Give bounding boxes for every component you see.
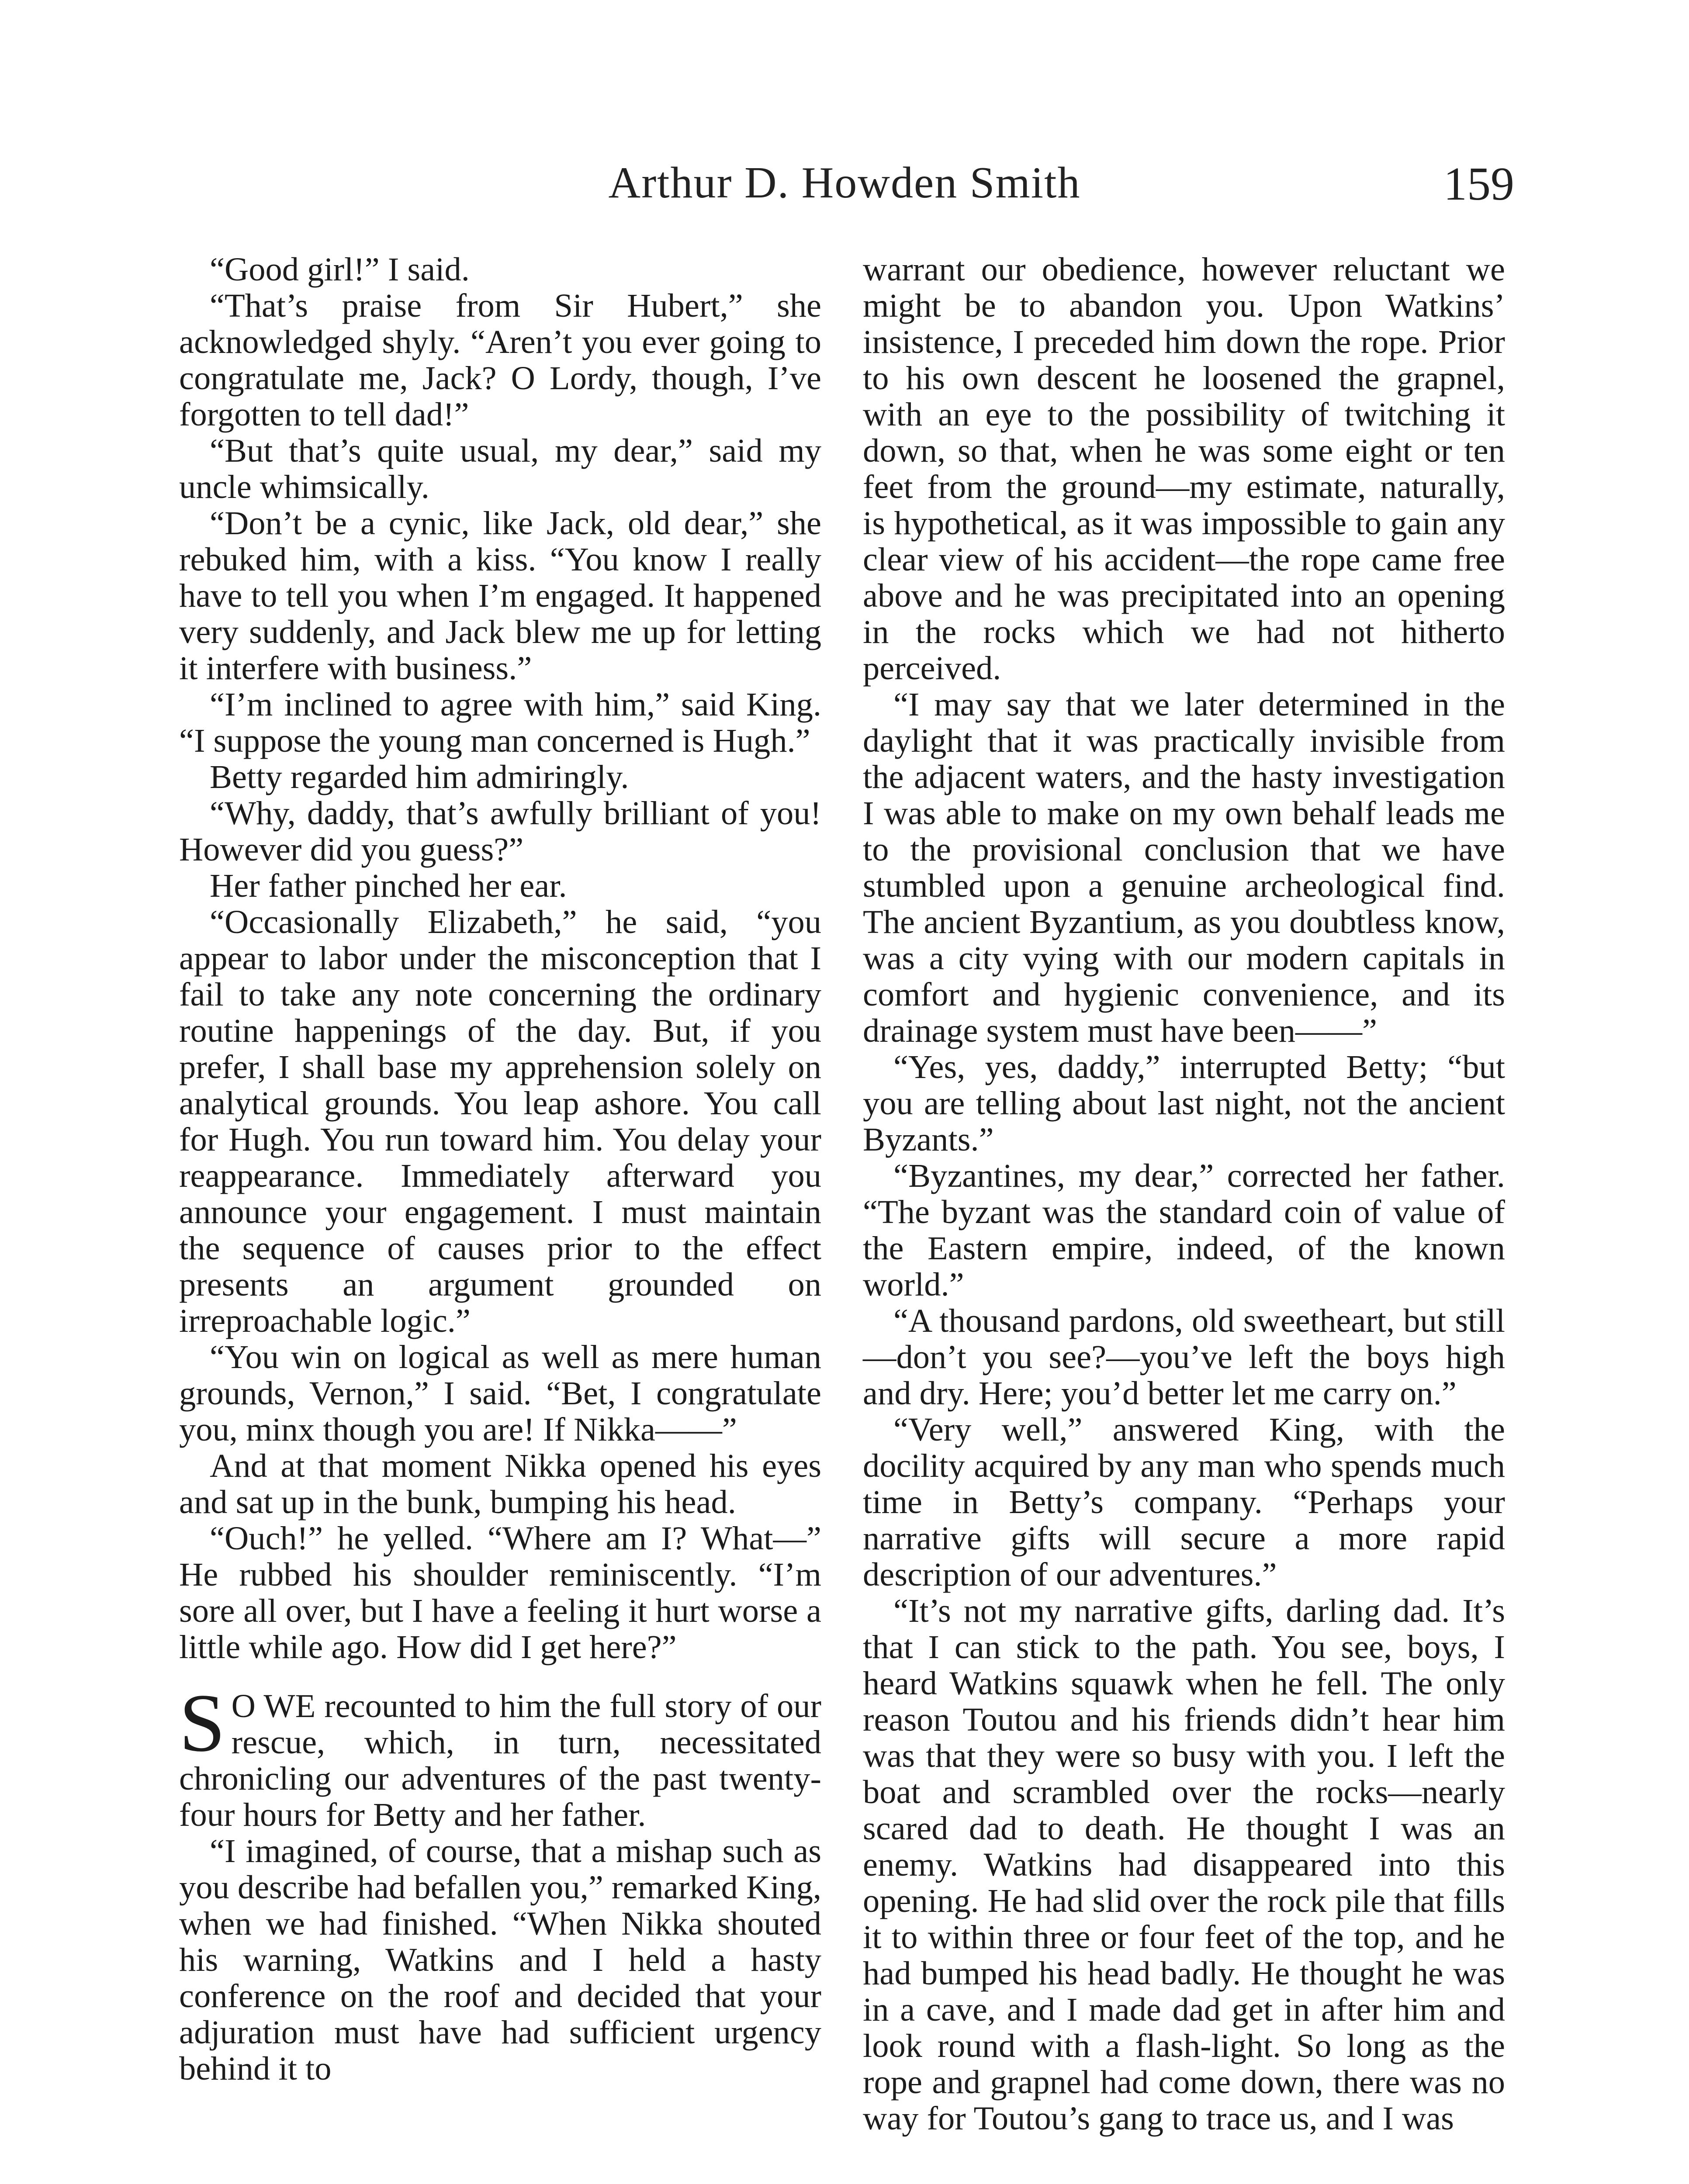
paragraph: “I’m inclined to agree with him,” said King. “I suppose the young man concerned is Hugh.” bbox=[179, 686, 821, 759]
paragraph: “Occasionally Elizabeth,” he said, “you appear to labor under the misconception that I fail to take any note concerning the ordinary routine happenings of the day. But, if you prefer, I shall base my apprehension solely on analytical grounds. You leap ashore. You call for Hugh. You run toward him. You delay your reappearance. Immediately afterward you announce your engagement. I must maintain the sequence of causes prior to the effect presents an argument grounded on irreproachable logic.” bbox=[179, 903, 821, 1339]
page-header bbox=[0, 157, 1689, 223]
paragraph: “Very well,” answered King, with the docility acquired by any man who spends much time in Betty’s company. “Perhaps your narrative gifts will secure a more rapid description of our adventures.” bbox=[863, 1411, 1505, 1593]
paragraph: “Don’t be a cynic, like Jack, old dear,” she rebuked him, with a kiss. “You know I really have to tell you when I’m engaged. It happened very suddenly, and Jack blew me up for letting it interfere with business.” bbox=[179, 505, 821, 687]
paragraph: “You win on logical as well as mere human grounds, Vernon,” I said. “Bet, I congratulate you, minx though you are! If Nikka——” bbox=[179, 1338, 821, 1448]
section-opening-paragraph bbox=[179, 1677, 821, 1833]
left-column bbox=[179, 251, 821, 2087]
paragraph: “Yes, yes, daddy,” interrupted Betty; “but you are telling about last night, not the ancient Byzants.” bbox=[863, 1048, 1505, 1158]
paragraph: “A thousand pardons, old sweetheart, but still—don’t you see?—you’ve left the boys high and dry. Here; you’d better let me carry on.” bbox=[863, 1302, 1505, 1412]
paragraph: “It’s not my narrative gifts, darling dad. It’s that I can stick to the path. You see, boys, I heard Watkins squawk when he fell. The only reason Toutou and his friends didn’t hear him was that they were so busy with you. I left the boat and scrambled over the rocks—nearly scared dad to death. He thought I was an enemy. Watkins had disappeared into this opening. He had slid over the rock pile that fills it to within three or four feet of the top, and he had bumped his head badly. He thought he was in a cave, and I made dad get in after him and look round with a flash-light. So long as the rope and grapnel had come down, there was no way for Toutou’s gang to trace us, and I was bbox=[863, 1592, 1505, 2137]
drop-cap-letter: S bbox=[179, 1677, 225, 1769]
paragraph: “Byzantines, my dear,” corrected her father. “The byzant was the standard coin of value of the Eastern empire, indeed, of the known world.” bbox=[863, 1157, 1505, 1303]
paragraph-continued: warrant our obedience, however reluctant we might be to abandon you. Upon Watkins’ insistence, I preceded him down the rope. Prior to his own descent he loosened the grapnel, with an eye to the possibility of twitching it down, so that, when he was some eight or ten feet from the ground—my estimate, naturally, is hypothetical, as it was impossible to gain any clear view of his accident—the rope came free above and he was precipitated into an opening in the rocks which we had not hitherto perceived. bbox=[863, 251, 1505, 687]
paragraph: Betty regarded him admiringly. bbox=[210, 758, 629, 795]
page-number: 159 bbox=[1443, 158, 1514, 210]
paragraph: “Good girl!” I said. bbox=[210, 251, 470, 288]
paragraph: Her father pinched her ear. bbox=[210, 867, 567, 904]
paragraph: “But that’s quite usual, my dear,” said my uncle whimsically. bbox=[179, 432, 821, 505]
paragraph: “Why, daddy, that’s awfully brilliant of you! However did you guess?” bbox=[179, 795, 821, 868]
paragraph: “That’s praise from Sir Hubert,” she acknowledged shyly. “Aren’t you ever going to congratulate me, Jack? O Lordy, though, I’ve forgotten to tell dad!” bbox=[179, 287, 821, 433]
paragraph: “Ouch!” he yelled. “Where am I? What—” He rubbed his shoulder reminiscently. “I’m sore all over, but I have a feeling it hurt worse a little while ago. How did I get here?” bbox=[179, 1520, 821, 1666]
paragraph: “I imagined, of course, that a mishap such as you describe had befallen you,” remarked King, when we had finished. “When Nikka shouted his warning, Watkins and I held a hasty conference on the roof and decided that your adjuration must have had sufficient urgency behind it to bbox=[179, 1832, 821, 2087]
right-column bbox=[863, 251, 1505, 2136]
section-opening-text: O WE recounted to him the full story of our rescue, which, in turn, necessitated chronicling our adventures of the past twenty-four hours for Betty and her father. bbox=[179, 1687, 821, 1833]
running-head-author: Arthur D. Howden Smith bbox=[608, 158, 1081, 207]
paragraph: And at that moment Nikka opened his eyes and sat up in the bunk, bumping his head. bbox=[179, 1447, 821, 1521]
paragraph: “I may say that we later determined in the daylight that it was practically invisible from the adjacent waters, and the hasty investigation I was able to make on my own behalf leads me to the provisional conclusion that we have stumbled upon a genuine archeological find. The ancient Byzantium, as you doubtless know, was a city vying with our modern capitals in comfort and hygienic convenience, and its drainage system must have been——” bbox=[863, 686, 1505, 1049]
